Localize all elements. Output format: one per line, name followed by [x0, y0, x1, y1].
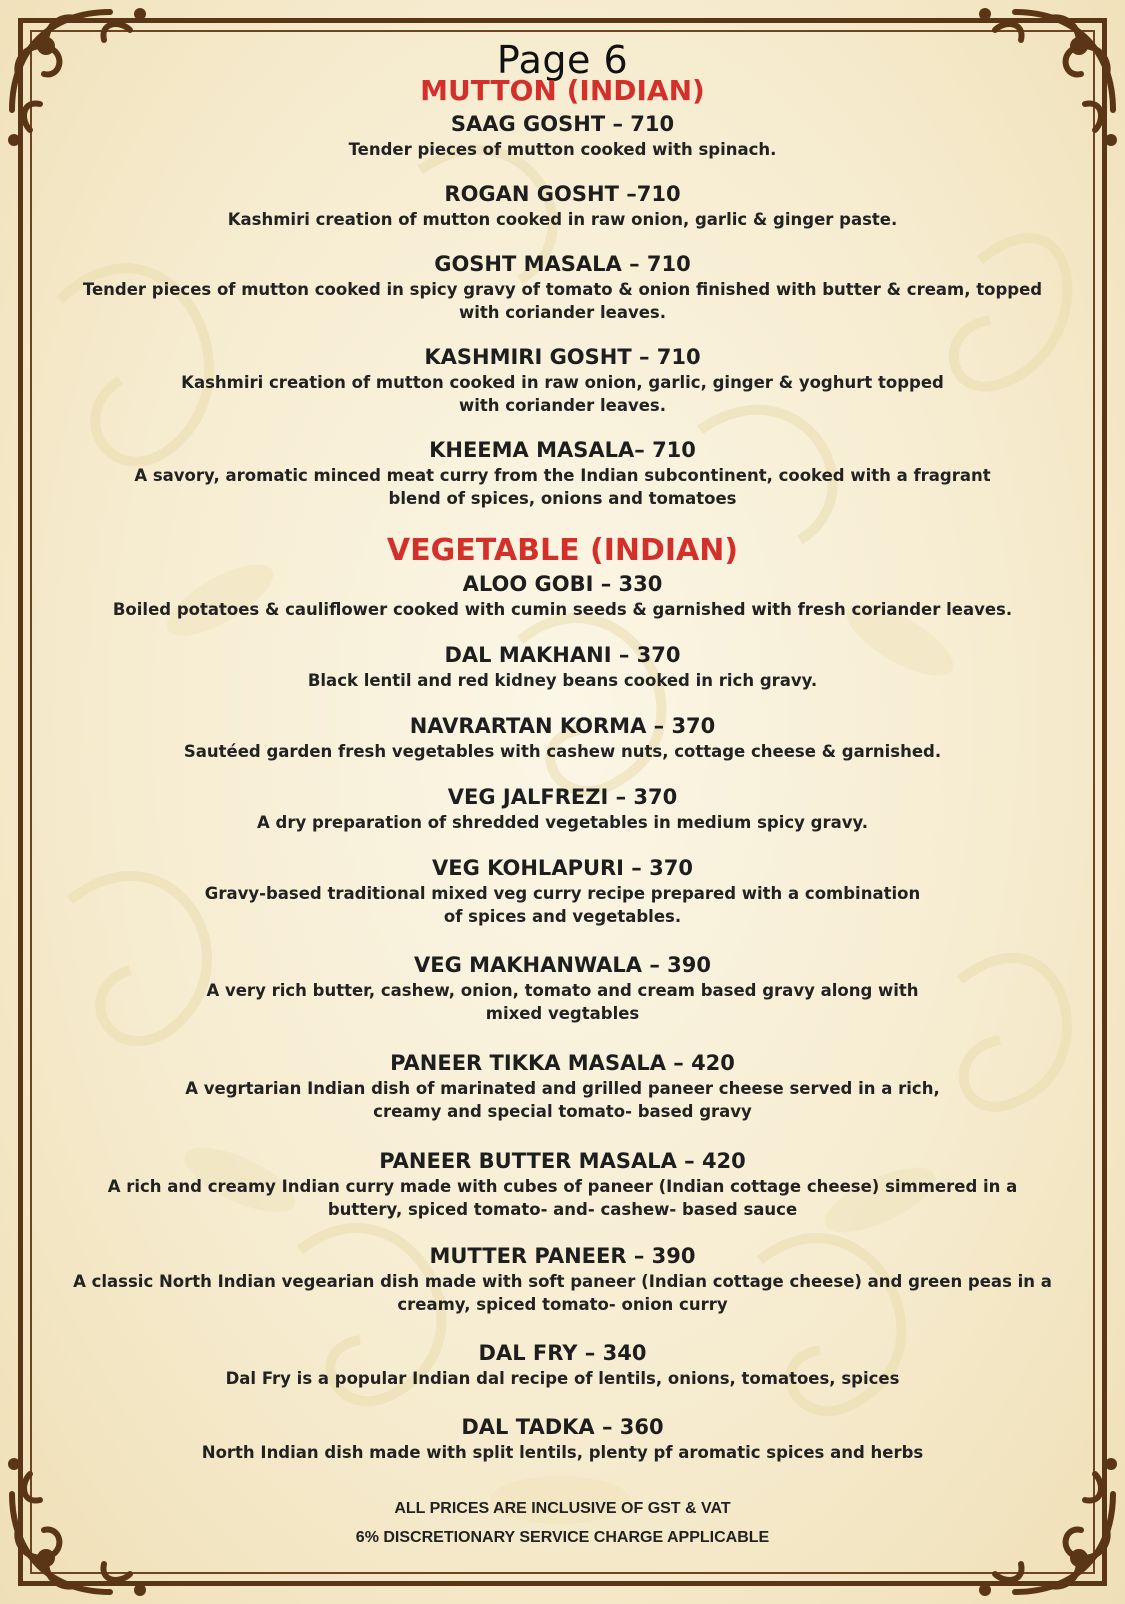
menu-item [130, 436, 995, 510]
item-description: A dry preparation of shredded vegetables in medium spicy gravy. [257, 813, 868, 832]
item-title: VEG JALFREZI – 370 [447, 785, 678, 809]
item-title: DAL MAKHANI – 370 [444, 643, 681, 667]
menu-item [70, 1242, 1055, 1316]
menu-item [100, 1147, 1025, 1221]
item-description: North Indian dish made with split lentils, plenty pf aromatic spices and herbs [201, 1443, 924, 1462]
item-title: SAAG GOSHT – 710 [450, 112, 675, 136]
menu-item [80, 180, 1045, 231]
footer-tax-note: ALL PRICES ARE INCLUSIVE OF GST & VAT [394, 1500, 731, 1517]
item-title: ALOO GOBI – 330 [462, 572, 663, 596]
item-title: PANEER TIKKA MASALA – 420 [390, 1051, 735, 1075]
item-title: KHEEMA MASALA– 710 [429, 438, 696, 462]
menu-item [70, 250, 1055, 324]
item-title: VEG MAKHANWALA – 390 [413, 953, 712, 977]
footer-service-charge-note: 6% DISCRETIONARY SERVICE CHARGE APPLICABLE [355, 1529, 770, 1546]
page-number-label: Page 6 [496, 38, 629, 82]
section-title-vegetable: VEGETABLE (INDIAN) [386, 533, 739, 568]
item-description: Dal Fry is a popular Indian dal recipe of lentils, onions, tomatoes, spices [225, 1369, 900, 1388]
item-title: VEG KOHLAPURI – 370 [432, 856, 693, 880]
item-description: Boiled potatoes & cauliflower cooked with cumin seeds & garnished with fresh coriander leaves. [112, 600, 1013, 619]
menu-item [80, 783, 1045, 834]
item-title: MUTTER PANEER – 390 [429, 1244, 696, 1268]
item-title: KASHMIRI GOSHT – 710 [424, 345, 701, 369]
menu-item [200, 854, 925, 928]
item-description: A classic North Indian vegearian dish made with soft paneer (Indian cottage cheese) and green peas in a creamy, spiced tomato- onion curry [73, 1272, 1052, 1314]
menu-item [60, 570, 1065, 621]
item-description: A rich and creamy Indian curry made with cubes of paneer (Indian cottage cheese) simmered in a buttery, spiced tomato- and- cashew- based sauce [107, 1177, 1018, 1219]
menu-item [80, 712, 1045, 763]
menu-item [150, 1049, 975, 1123]
item-title: DAL FRY – 340 [478, 1341, 647, 1365]
item-description: Tender pieces of mutton cooked in spicy gravy of tomato & onion finished with butter & cream, topped with coriander leaves. [82, 280, 1043, 322]
item-title: NAVRARTAN KORMA – 370 [409, 714, 716, 738]
menu-item [80, 1413, 1045, 1464]
item-description: Gravy-based traditional mixed veg curry recipe prepared with a combination of spices and vegetables. [204, 884, 921, 926]
item-description: Tender pieces of mutton cooked with spinach. [348, 140, 777, 159]
item-title: GOSHT MASALA – 710 [434, 252, 691, 276]
item-description: Black lentil and red kidney beans cooked in rich gravy. [307, 671, 818, 690]
menu-item [200, 951, 925, 1025]
menu-item [170, 343, 955, 417]
item-description: Kashmiri creation of mutton cooked in raw onion, garlic, ginger & yoghurt topped with coriander leaves. [181, 373, 944, 415]
section-title-mutton: MUTTON (INDIAN) [420, 74, 705, 107]
item-description: A very rich butter, cashew, onion, tomato and cream based gravy along with mixed vegtables [206, 981, 919, 1023]
item-description: Kashmiri creation of mutton cooked in raw onion, garlic & ginger paste. [227, 210, 898, 229]
item-title: PANEER BUTTER MASALA – 420 [379, 1149, 746, 1173]
menu-item [80, 110, 1045, 161]
item-description: A savory, aromatic minced meat curry from the Indian subcontinent, cooked with a fragrant blend of spices, onions and tomatoes [134, 466, 991, 508]
item-description: Sautéed garden fresh vegetables with cashew nuts, cottage cheese & garnished. [183, 742, 942, 761]
item-title: ROGAN GOSHT –710 [444, 182, 681, 206]
menu-item [80, 641, 1045, 692]
item-title: DAL TADKA – 360 [461, 1415, 664, 1439]
item-description: A vegrtarian Indian dish of marinated and grilled paneer cheese served in a rich, creamy and special tomato- based gravy [185, 1079, 940, 1121]
menu-item [80, 1339, 1045, 1390]
